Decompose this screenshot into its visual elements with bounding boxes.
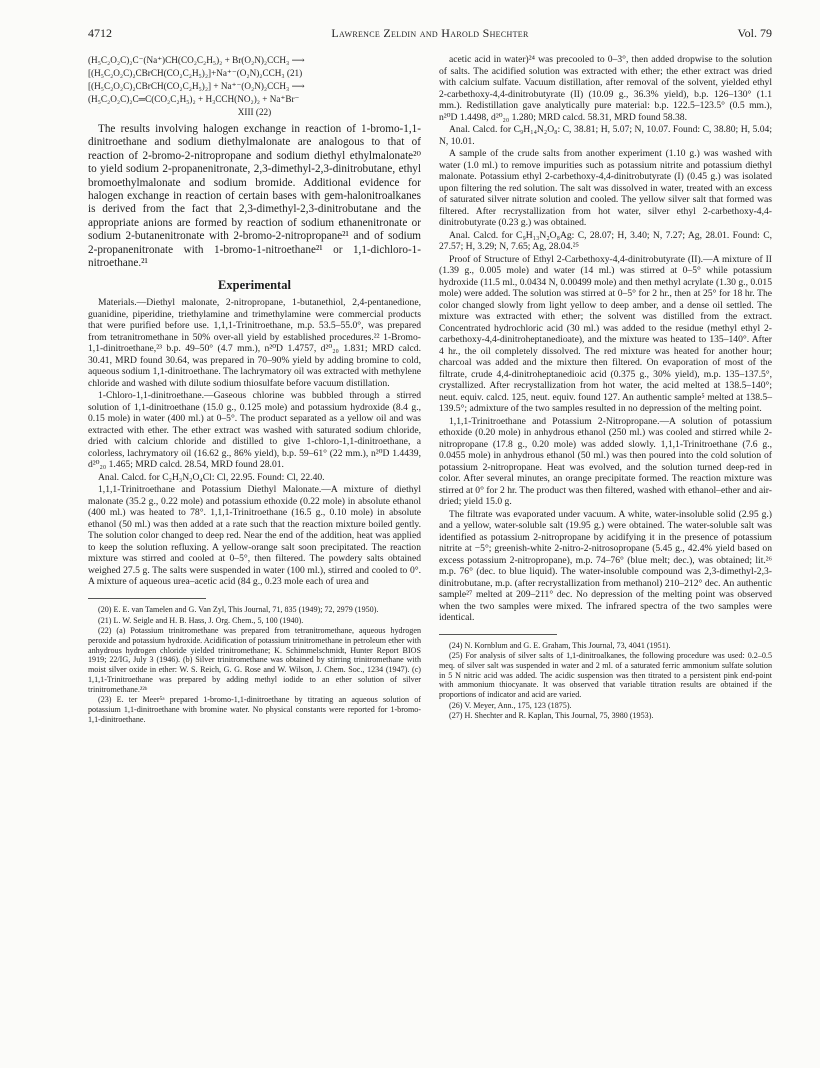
body-paragraph: Proof of Structure of Ethyl 2-Carbethoxy-4,4-dinitrobutyrate (II).—A mixture of II (1.39 g., 0.005 mole) and water (14 ml.) was stirred at 0–5° while potassium hydroxide (11.5 ml., 0.0434 N, 0.00499 mole) and then methyl acrylate (1.30 g., 0.015 mole) were added. The solution was stirred at 0–5° for 2 hr., then at 25° for 18 hr. The color changed slowly from light yellow to deep amber, and a dense oil settled. The mixture was extracted with ether; the solvent was distilled from the extract. Concentrated hydrochloric acid (30 ml.) was added to the residue (methyl ethyl 2-carbethoxy-4,4-dinitroheptanedioate), and the mixture was heated to 135–140°. After 4 hr., the oil completely dissolved. The red mixture was heated for another hour; charcoal was added and the mixture then filtered. On evaporation of most of the filtrate, crude 4,4-dinitroheptanedioic acid (0.375 g., 30% yield), m.p. 135–137.5°, crystallized. After recrystallization from hot water, the acid melted at 138.5–140°; neut. equiv. calcd. 125, neut. equiv. found 127. An authentic sample⁵ melted at 138.5–139.5°; admixture of the two samples resulted in no depression of the melting point. (439, 253, 772, 414)
section-title: Experimental (218, 278, 291, 293)
footnote-divider (88, 598, 206, 599)
footnote: (26) V. Meyer, Ann., 175, 123 (1875). (449, 700, 572, 710)
page-number: 4712 (88, 26, 112, 40)
footnote: (25) For analysis of silver salts of 1,1-dinitroalkanes, the following procedure was used: 0.2–0.5 meq. of silver salt was suspended in water and 2 ml. of a saturated ferric ammonium sulfate solution in 5 N nitric acid was added. The acidic suspension was then titrated to a persistent pink end-point with ammonium thiocyanate. It was observed that variable titration results are obtained if the proportions of indicator and acid are varied. (439, 651, 772, 700)
footnote-divider (439, 634, 557, 635)
footnote: (22) (a) Potassium trinitromethane was prepared from tetranitromethane, aqueous hydrogen peroxide and potassium hydroxide. Acidification of potassium trinitromethane in petroleum ether with anhydrous hydrogen chloride yielded trinitromethane; K. Schimmelschmidt, Hunter Report BIOS 1919; 22/IG, July 3 (1946). (b) Silver trinitromethane was obtained by stirring trinitromethane with moist silver oxide in ether: W. S. Reich, G. G. Rose and W. Wilson, J. Chem. Soc., 1234 (1947). (c) 1,1,1-Trinitroethane was prepared by adding methyl iodide to an ether solution of silver trinitromethane.²²ᵇ (88, 626, 421, 694)
analysis-paragraph: Anal. Calcd. for C₂H₃N₂O₄Cl: Cl, 22.95. Found: Cl, 22.40. (98, 471, 325, 483)
body-paragraph: A sample of the crude salts from another experiment (1.10 g.) was washed with water (1.0 ml.) to remove impurities such as potassium nitrite and potassium diethyl malonate. Potassium ethyl 2-carbethoxy-4,4-dinitrobutyrate (I) (0.45 g.) was isolated upon filtering the red solution. The salt was dissolved in water, treated with an excess of saturated silver nitrate solution and cooled. The yellow silver salt that formed was filtered. After recrystallization from hot water, silver ethyl 2-carbethoxy-4,4-dinitrobutyrate (0.23 g.) was obtained. (439, 148, 772, 228)
running-header (88, 26, 772, 42)
right-column (439, 54, 772, 722)
footnote: (20) E. E. van Tamelen and G. Van Zyl, This Journal, 71, 835 (1949); 72, 2979 (1950). (98, 604, 379, 614)
analysis-paragraph: Anal. Calcd. for C₉H₁₃N₂O₈Ag: C, 28.07; H, 3.40; N, 7.27; Ag, 28.01. Found: C, 27.57; H, 3.29; N, 7.65; Ag, 28.04.²⁵ (439, 229, 772, 252)
footnote: (24) N. Kornblum and G. E. Graham, This Journal, 73, 4041 (1951). (449, 640, 671, 650)
equation-line: [(H₅C₂O₂C)₂CBrCH(CO₂C₂H₅)₂]+Na⁺⁻(O₂N)₂CCH₃ (21) (88, 68, 303, 78)
body-paragraph: 1-Chloro-1,1-dinitroethane.—Gaseous chlorine was bubbled through a stirred solution of 1,1-dinitroethane (15.0 g., 0.125 mole) and potassium hydroxide (8.4 g., 0.15 mole) in water (400 ml.) at 0–5°. The product separated as a yellow oil and was extracted with ether. The ether extract was washed with saturated sodium chloride, dried with calcium chloride and distilled to give 1-chloro-1,1-dinitroethane, a colorless, lachrymatory oil (16.62 g., 86% yield), b.p. 59–61° (22 mm.), n²⁰D 1.4439, d²⁰₂₀ 1.465; MRD calcd. 28.54, MRD found 28.01. (88, 390, 421, 471)
running-authors: Lawrence Zeldin and Harold Shechter (331, 26, 529, 40)
body-paragraph: acetic acid in water)²⁴ was precooled to 0–3°, then added dropwise to the solution of salts. The acidified solution was extracted with ether; the ether extract was dried with calcium sulfate. Vacuum distillation, after removal of the solvent, yielded ethyl 2-carbethoxy-4,4-dinitrobutyrate (II) (10.09 g., 36.3% yield), b.p. 126–130° (1.1 mm.). Redistillation gave analytically pure material: b.p. 122.5–123.5° (0.5 mm.), n²⁰D 1.4498, d²⁰₂₀ 1.280; MRD calcd. 58.31, MRD found 58.38. (439, 54, 772, 123)
equation-line: (H₅C₂O₂C)₂C═C(CO₂C₂H₅)₂ + H₃CCH(NO₂)₂ + Na⁺Br⁻ (88, 94, 300, 104)
journal-volume: Vol. 79 (737, 26, 772, 40)
equation-line: XIII (22) (237, 107, 272, 117)
body-paragraph: The filtrate was evaporated under vacuum. A white, water-insoluble solid (2.95 g.) and a yellow, water-soluble salt (19.95 g.) were obtained. The water-soluble salt was identified as potassium 2-nitropropane by acidifying it in the presence of potassium nitrite at −5°; greenish-white 2-nitro-2-nitrosopropane (5.45 g., 42.4% yield based on excess potassium 2-nitropropane), m.p. 74–76° (blue melt; dec.), was obtained; lit.²⁶ m.p. 76° (dec. to blue liquid). The water-insoluble compound was 2,3-dimethyl-2,3-dinitrobutane, m.p. (after recrystallization from methanol) 210–212° dec. An authentic sample²⁷ melted at 209–211° dec. No depression of the melting point was observed when the two samples were mixed. The infrared spectra of the two samples were identical. (439, 508, 772, 623)
equation-line: [(H₅C₂O₂C)₂CBrCH(CO₂C₂H₅)₂] + Na⁺⁻(O₂N)₂CCH₃ ⟶ (88, 81, 305, 91)
analysis-paragraph: Anal. Calcd. for C₉H₁₄N₂O₈: C, 38.81; H, 5.07; N, 10.07. Found: C, 38.80; H, 5.04; N, 10.01. (439, 124, 772, 147)
body-paragraph: Materials.—Diethyl malonate, 2-nitropropane, 1-butanethiol, 2,4-pentanedione, guanidine, piperidine, triethylamine and trimethylamine were commercial products that were purified before use. 1,1,1-Trinitroethane, m.p. 53.5–55.0°, was prepared from tetranitromethane in 50% over-all yield by established procedures.²² 1-Bromo-1,1-dinitroethane,²³ b.p. 49–50° (4.7 mm.), n²⁰D 1.4757, d²⁰₂₀ 1.831; MRD calcd. 30.41, MRD found 30.64, was prepared in 70–90% yield by adding bromine to cold, aqueous sodium 1,1-dinitroethane. The lachrymatory oil was extracted with methylene chloride and washed with dilute sodium thiosulfate before vacuum distillation. (88, 297, 421, 389)
intro-paragraph: The results involving halogen exchange in reaction of 1-bromo-1,1-dinitroethane and sodium diethylmalonate are analogous to that of reaction of 2-bromo-2-nitropropane and sodium diethyl ethylmalonate²⁰ to yield sodium 2-propanenitronate, 2,3-dimethyl-2,3-dinitrobutane, ethyl bromoethylmalonate and sodium bromide. Additional evidence for halogen exchange in reaction of certain bases with gem-halonitroalkanes is derived from the fact that 2,3-dimethyl-2,3-dinitrobutane and the appropriate anions are formed by reaction of sodium ethanenitronate or sodium 2-butanenitronate with 2-bromo-2-nitropropane²¹ and of sodium 2-propanenitronate with 1-bromo-1-nitroethane²¹ or 1,1-dichloro-1-nitroethane.²¹ (88, 123, 421, 270)
body-paragraph: 1,1,1-Trinitroethane and Potassium 2-Nitropropane.—A solution of potassium ethoxide (0.20 mole) in anhydrous ethanol (250 ml.) was cooled and stirred while 2-nitropropane (17.8 g., 0.20 mole) was added slowly. 1,1,1-Trinitroethane (7.6 g., 0.0455 mole) in anhydrous ethanol (50 ml.) was then poured into the cold solution of potassium 2-nitropropane. Heat was evolved, and the solution turned deep-red in color. After several minutes, an orange precipitate formed. The reaction mixture was stirred at 0° for 2 hr. The product was then filtered, washed with ethanol–ether and air-dried; yield 15.0 g. (439, 415, 772, 507)
footnote: (27) H. Shechter and R. Kaplan, This Journal, 75, 3980 (1953). (449, 711, 654, 721)
body-paragraph: 1,1,1-Trinitroethane and Potassium Diethyl Malonate.—A mixture of diethyl malonate (35.2 g., 0.22 mole) and potassium ethoxide (0.22 mole) in absolute ethanol (400 ml.) was heated to 78°. 1,1,1-Trinitroethane (16.5 g., 0.10 mole) in absolute ethanol (50 ml.) was then added at a rate such that the reaction mixture boiled gently. The solution color changed to deep red. Near the end of the addition, heat was applied to keep the solution refluxing. A yellow-orange salt soon precipitated. The reaction mixture was stirred and cooled at 0–5°, then filtered. The powdery salts obtained weighed 27.5 g. The salts were suspended in water (100 ml.), stirred and cooled to 0°. A mixture of aqueous urea–acetic acid (84 g., 0.23 mole each of urea and (88, 484, 421, 588)
footnote: (23) E. ter Meer⁵ᵃ prepared 1-bromo-1,1-dinitroethane by titrating an aqueous solution of potassium 1,1-dinitroethane with bromine water. No physical constants were reported for 1-bromo-1,1-dinitroethane. (88, 695, 421, 724)
footnote: (21) L. W. Seigle and H. B. Hass, J. Org. Chem., 5, 100 (1940). (98, 615, 304, 625)
equation-line: (H₅C₂O₂C)₂C⁻(Na⁺)CH(CO₂C₂H₅)₂ + Br(O₂N)₂CCH₃ ⟶ (88, 55, 305, 65)
left-column (88, 54, 421, 725)
reaction-equations (88, 54, 421, 119)
